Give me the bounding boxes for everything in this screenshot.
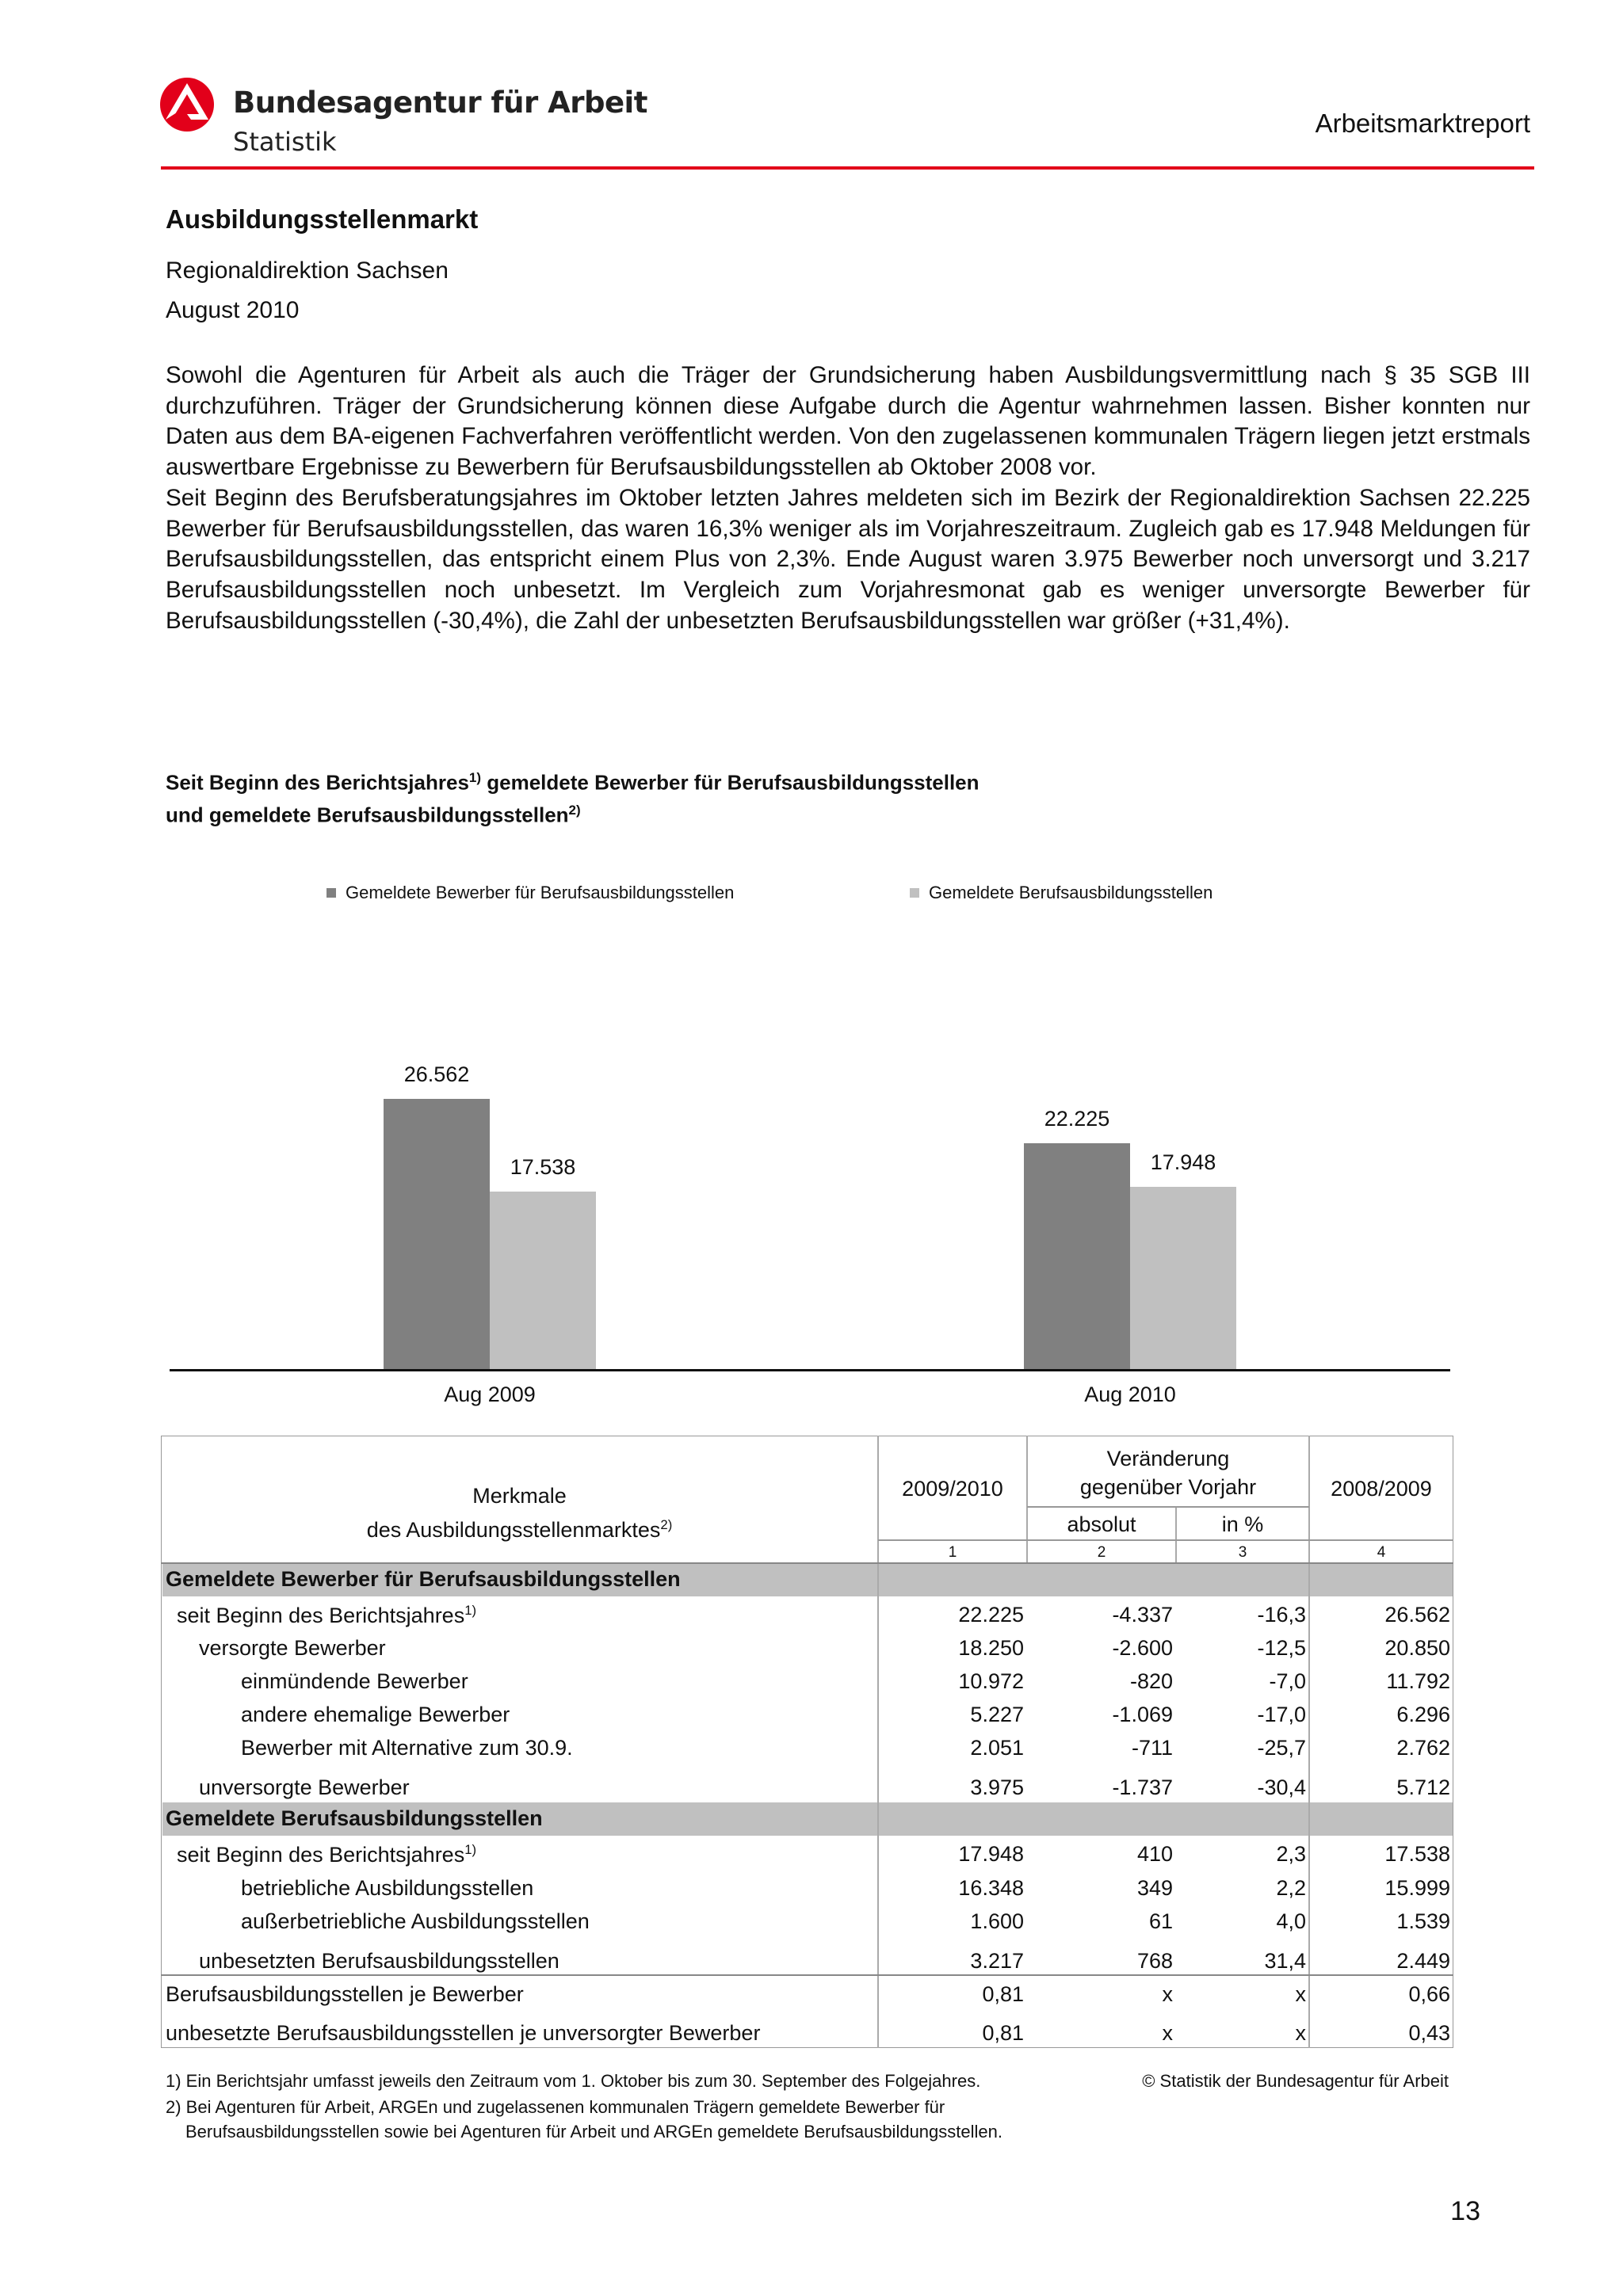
period: August 2010 (166, 297, 300, 323)
bar (384, 1099, 490, 1371)
row-label-text: andere ehemalige Bewerber (241, 1703, 510, 1726)
row-label-text: außerbetriebliche Ausbildungsstellen (241, 1909, 590, 1933)
legend-swatch (327, 888, 336, 898)
row-label (241, 1876, 533, 1901)
footnote-ref: 2) (660, 1517, 673, 1532)
footnote-ref: 1) (464, 1603, 477, 1618)
table-cell: 2.449 (1396, 1949, 1450, 1973)
row-label (241, 1909, 590, 1934)
page-title: Ausbildungsstellenmarkt (166, 204, 479, 234)
group-label: Gemeldete Berufsausbildungsstellen (166, 1806, 543, 1830)
table-cell: 1.600 (970, 1909, 1024, 1933)
row-divider (1027, 1506, 1309, 1508)
table-cell: -16,3 (1257, 1603, 1306, 1627)
footnote-ref: 1) (468, 770, 482, 785)
legend-swatch (910, 888, 919, 898)
row-label (166, 1982, 524, 2007)
table-cell: 17.948 (958, 1842, 1024, 1866)
legend-item-stellen (910, 883, 1212, 903)
row-label (241, 1669, 468, 1694)
row-divider (161, 1974, 1453, 1976)
row-divider (161, 1562, 1453, 1564)
table-cell: 5.712 (1396, 1775, 1450, 1799)
table-cell: 26.562 (1384, 1603, 1450, 1627)
column-number: 3 (1238, 1544, 1247, 1561)
table-cell: 2.762 (1396, 1736, 1450, 1760)
header-merkmale: Merkmale (472, 1484, 567, 1508)
header-2009-2010: 2009/2010 (902, 1477, 1003, 1501)
header-change-sub: gegenüber Vorjahr (1079, 1475, 1257, 1499)
table-cell: 31,4 (1264, 1949, 1306, 1973)
table-cell: 3.217 (970, 1949, 1024, 1973)
footnote-2-cont: Berufsausbildungsstellen sowie bei Agenturen für Arbeit und ARGEn gemeldete Berufsausbildungsstellen. (185, 2122, 1002, 2142)
ba-logo-icon (159, 77, 215, 132)
footnote-ref: 1) (464, 1842, 477, 1857)
table-cell: 11.792 (1386, 1669, 1450, 1693)
table-cell: 3.975 (970, 1775, 1024, 1799)
table-cell: 2.051 (970, 1736, 1024, 1760)
table-cell: 5.227 (970, 1703, 1024, 1726)
table-cell: -4.337 (1112, 1603, 1173, 1627)
table-cell: -17,0 (1257, 1703, 1306, 1726)
row-label-text: unbesetzten Berufsausbildungsstellen (199, 1949, 559, 1973)
copyright: © Statistik der Bundesagentur für Arbeit (1142, 2071, 1449, 2091)
row-label (241, 1736, 573, 1760)
header-2008-2009: 2008/2009 (1331, 1477, 1432, 1501)
row-label-text: versorgte Bewerber (199, 1636, 386, 1660)
header-change: Veränderung (1106, 1447, 1230, 1470)
bar-value-label: 26.562 (403, 1062, 470, 1087)
legend-label: Gemeldete Berufsausbildungsstellen (929, 883, 1213, 902)
bar (1130, 1187, 1236, 1371)
chart-title-line1 (166, 770, 980, 795)
column-number: 2 (1097, 1544, 1106, 1561)
table-cell: 61 (1148, 1909, 1173, 1933)
table-cell: 6.296 (1396, 1703, 1450, 1726)
intro-paragraph: Sowohl die Agenturen für Arbeit als auch die Träger der Grundsicherung haben Ausbildungsvermittlung nach § 35 SGB III durchzuführen. Träger der Grundsicherung können diese Aufgabe durch die Agentur wahrnehmen lassen. Bisher konnten nur Daten aus dem BA-eigenen Fachverfahren veröffentlicht werden. Von den zugelassenen kommunalen Trägern liegen jetzt erstmals auswertbare Ergebnisse zu Bewerbern für Berufsausbildungsstellen ab Oktober 2008 vor. (166, 362, 1530, 481)
x-tick-label: Aug 2009 (444, 1383, 536, 1406)
row-label-text: einmündende Bewerber (241, 1669, 468, 1693)
group-label: Gemeldete Bewerber für Berufsausbildungsstellen (166, 1567, 681, 1591)
table-cell: -711 (1131, 1736, 1173, 1760)
table-cell: 410 (1136, 1842, 1173, 1866)
bar (490, 1192, 596, 1371)
row-label (177, 1842, 476, 1867)
chart-title-text: gemeldete Bewerber für Berufsausbildungsstellen (481, 770, 980, 795)
row-label (177, 1603, 476, 1628)
row-label (199, 1775, 410, 1800)
table-cell: 349 (1136, 1876, 1173, 1900)
table-cell: -2.600 (1112, 1636, 1173, 1660)
table-cell: -820 (1129, 1669, 1173, 1693)
header-absolut: absolut (1067, 1512, 1136, 1536)
column-number: 4 (1377, 1544, 1386, 1561)
bar (1024, 1143, 1130, 1371)
table-cell: -1.069 (1112, 1703, 1173, 1726)
table-cell: 15.999 (1384, 1876, 1450, 1900)
row-label-text: Bewerber mit Alternative zum 30.9. (241, 1736, 573, 1760)
row-label (199, 1636, 386, 1661)
table-cell: 768 (1136, 1949, 1173, 1973)
footnote-2: 2) Bei Agenturen für Arbeit, ARGEn und zugelassenen kommunalen Trägern gemeldete Bewerber für (166, 2097, 945, 2117)
table-cell: 1.539 (1396, 1909, 1450, 1933)
row-label (241, 1703, 510, 1727)
table-cell: 17.538 (1384, 1842, 1450, 1866)
table-cell: 18.250 (958, 1636, 1024, 1660)
row-label-text: betriebliche Ausbildungsstellen (241, 1876, 534, 1900)
table-cell: 0,66 (1408, 1982, 1450, 2006)
row-label-text: seit Beginn des Berichtsjahres (177, 1843, 465, 1867)
legend-label: Gemeldete Bewerber für Berufsausbildungsstellen (346, 883, 735, 902)
table-cell: 0,43 (1408, 2021, 1450, 2045)
table-cell: 16.348 (958, 1876, 1024, 1900)
brand-subtitle: Statistik (233, 127, 337, 157)
chart-title-line2 (166, 803, 581, 828)
legend-item-bewerber (327, 883, 734, 903)
row-label-text: unbesetzte Berufsausbildungsstellen je unversorgter Bewerber (166, 2021, 761, 2045)
footnote-1: 1) Ein Berichtsjahr umfasst jeweils den Zeitraum vom 1. Oktober bis zum 30. September des Folgejahres. (166, 2071, 981, 2091)
row-divider (878, 1539, 1453, 1541)
table-cell: x (1162, 1982, 1173, 2006)
row-label (166, 2021, 760, 2046)
page-number: 13 (1450, 2196, 1480, 2226)
chart-title-text: und gemeldete Berufsausbildungsstellen (166, 803, 569, 827)
table-cell: -30,4 (1257, 1775, 1306, 1799)
bar-value-label: 17.948 (1150, 1150, 1216, 1175)
table-cell: 22.225 (958, 1603, 1024, 1627)
bar-value-label: 22.225 (1044, 1107, 1110, 1131)
table-cell: -25,7 (1257, 1736, 1306, 1760)
header-divider (161, 166, 1534, 170)
table-cell: 10.972 (958, 1669, 1024, 1693)
table-cell: 2,3 (1276, 1842, 1306, 1866)
table-cell: -1.737 (1112, 1775, 1173, 1799)
header-text: des Ausbildungsstellenmarktes (366, 1518, 661, 1542)
table-cell: 4,0 (1276, 1909, 1306, 1933)
row-label-text: Berufsausbildungsstellen je Bewerber (166, 1982, 524, 2006)
header-merkmale-sub (161, 1517, 878, 1543)
report-title: Arbeitsmarktreport (1315, 109, 1530, 138)
table-cell: 2,2 (1276, 1876, 1306, 1900)
x-axis (170, 1369, 1450, 1371)
chart-title-text: Seit Beginn des Berichtsjahres (166, 770, 469, 795)
table-cell: x (1295, 2021, 1306, 2045)
summary-paragraph: Seit Beginn des Berufsberatungsjahres im Oktober letzten Jahres meldeten sich im Bezirk der Regionaldirektion Sachsen 22.225 Bewerber für Berufsausbildungsstellen, das waren 16,3% weniger als im Vorjahreszeitraum. Zugleich gab es 17.948 Meldungen für Berufsausbildungsstellen, das entspricht einem Plus von 2,3%. Ende August waren 3.975 Bewerber noch unversorgt und 3.217 Berufsausbildungsstellen noch unbesetzt. Im Vergleich zum Vorjahresmonat gab es weniger unversorgte Bewerber für Berufsausbildungsstellen (-30,4%), die Zahl der unbesetzten Berufsausbildungsstellen war größer (+31,4%). (166, 485, 1530, 634)
x-tick-label: Aug 2010 (1084, 1383, 1176, 1406)
row-label (199, 1949, 559, 1974)
bar-value-label: 17.538 (510, 1154, 576, 1179)
table-cell: 20.850 (1384, 1636, 1450, 1660)
footnote-ref: 2) (568, 803, 581, 818)
column-number: 1 (948, 1544, 957, 1561)
table-cell: 0,81 (982, 2021, 1024, 2045)
table-cell: x (1162, 2021, 1173, 2045)
region: Regionaldirektion Sachsen (166, 257, 449, 284)
table-cell: 0,81 (982, 1982, 1024, 2006)
table-cell: -12,5 (1257, 1636, 1306, 1660)
row-label-text: seit Beginn des Berichtsjahres (177, 1604, 465, 1627)
brand-name: Bundesagentur für Arbeit (233, 86, 647, 120)
row-label-text: unversorgte Bewerber (199, 1775, 410, 1799)
table-cell: x (1295, 1982, 1306, 2006)
table-cell: -7,0 (1269, 1669, 1306, 1693)
header-percent: in % (1221, 1512, 1264, 1536)
